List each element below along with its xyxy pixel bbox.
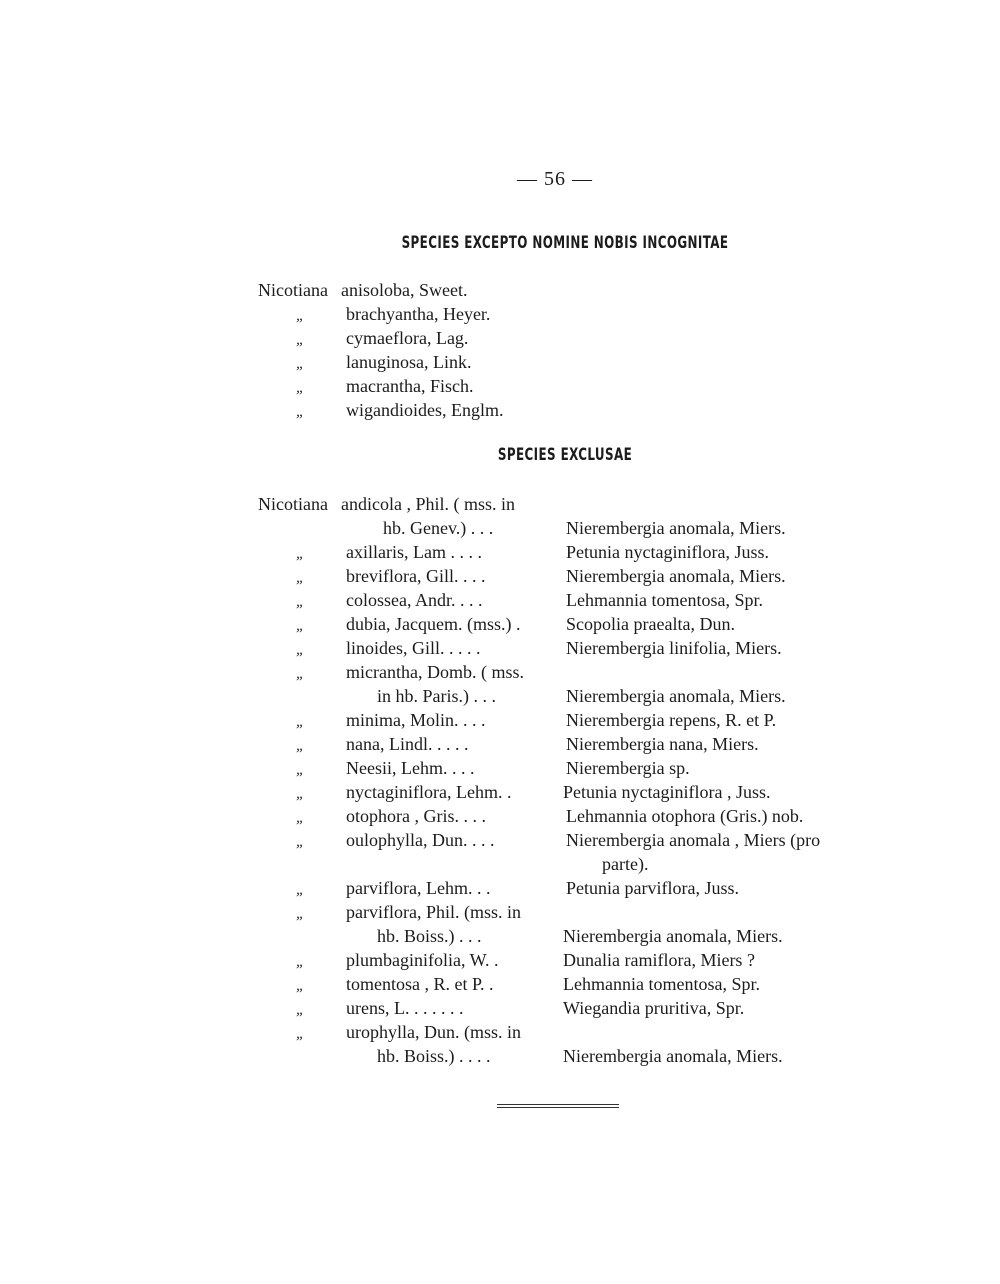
ditto-mark: „: [296, 906, 305, 922]
species-name: otophora , Gris. . . .: [346, 806, 486, 826]
synonym: Petunia nyctaginiflora , Juss.: [563, 782, 771, 802]
synonym: Scopolia praealta, Dun.: [566, 614, 735, 634]
species-name: dubia, Jacquem. (mss.) .: [346, 614, 521, 634]
species-name: andicola , Phil. ( mss. in: [341, 494, 515, 514]
species-name: parviflora, Lehm. . .: [346, 878, 491, 898]
species-name: macrantha, Fisch.: [346, 376, 474, 396]
ditto-mark: „: [296, 810, 305, 826]
ditto-mark: „: [296, 546, 305, 562]
ditto-mark: „: [296, 594, 305, 610]
species-name: minima, Molin. . . .: [346, 710, 486, 730]
genus-label: Nicotiana: [258, 494, 328, 514]
synonym: Dunalia ramiflora, Miers ?: [563, 950, 755, 970]
ditto-mark: „: [296, 882, 305, 898]
synonym: Nierembergia anomala, Miers.: [563, 1046, 783, 1066]
synonym: Lehmannia tomentosa, Spr.: [566, 590, 763, 610]
species-name: parviflora, Phil. (mss. in: [346, 902, 521, 922]
species-name: brachyantha, Heyer.: [346, 304, 491, 324]
species-name: axillaris, Lam . . . .: [346, 542, 482, 562]
closing-rule: [497, 1104, 619, 1108]
synonym: Nierembergia repens, R. et P.: [566, 710, 777, 730]
ditto-mark: „: [296, 954, 305, 970]
species-name-continued: hb. Genev.) . . .: [383, 518, 494, 538]
section-heading-incognitae: SPECIES EXCEPTO NOMINE NOBIS INCOGNITAE: [401, 233, 729, 253]
species-name: urens, L. . . . . . .: [346, 998, 464, 1018]
synonym: Nierembergia anomala, Miers.: [563, 926, 783, 946]
species-name: cymaeflora, Lag.: [346, 328, 469, 348]
synonym: Nierembergia nana, Miers.: [566, 734, 759, 754]
ditto-mark: „: [296, 356, 305, 372]
synonym-continued: parte).: [602, 854, 649, 874]
synonym: Lehmannia otophora (Gris.) nob.: [566, 806, 804, 826]
ditto-mark: „: [296, 666, 305, 682]
synonym: Nierembergia anomala, Miers.: [566, 566, 786, 586]
synonym: Nierembergia linifolia, Miers.: [566, 638, 782, 658]
section-heading-exclusae: SPECIES EXCLUSAE: [497, 445, 633, 465]
ditto-mark: „: [296, 762, 305, 778]
species-name: wigandioides, Englm.: [346, 400, 504, 420]
genus-label: Nicotiana: [258, 280, 328, 300]
species-name: oulophylla, Dun. . . .: [346, 830, 495, 850]
ditto-mark: „: [296, 714, 305, 730]
ditto-mark: „: [296, 618, 305, 634]
synonym: Nierembergia anomala, Miers.: [566, 518, 786, 538]
species-name: tomentosa , R. et P. .: [346, 974, 494, 994]
species-name-continued: hb. Boiss.) . . .: [377, 926, 482, 946]
species-name: micrantha, Domb. ( mss.: [346, 662, 524, 682]
synonym: Nierembergia anomala, Miers.: [566, 686, 786, 706]
ditto-mark: „: [296, 332, 305, 348]
species-name: anisoloba, Sweet.: [341, 280, 468, 300]
species-name: linoides, Gill. . . . .: [346, 638, 481, 658]
species-name: lanuginosa, Link.: [346, 352, 472, 372]
ditto-mark: „: [296, 380, 305, 396]
ditto-mark: „: [296, 978, 305, 994]
species-name: breviflora, Gill. . . .: [346, 566, 486, 586]
species-name: urophylla, Dun. (mss. in: [346, 1022, 521, 1042]
ditto-mark: „: [296, 308, 305, 324]
ditto-mark: „: [296, 642, 305, 658]
synonym: Petunia nyctaginiflora, Juss.: [566, 542, 769, 562]
species-name: Neesii, Lehm. . . .: [346, 758, 475, 778]
synonym: Wiegandia pruritiva, Spr.: [563, 998, 745, 1018]
synonym: Petunia parviflora, Juss.: [566, 878, 739, 898]
species-name-continued: in hb. Paris.) . . .: [377, 686, 496, 706]
synonym: Lehmannia tomentosa, Spr.: [563, 974, 760, 994]
ditto-mark: „: [296, 786, 305, 802]
ditto-mark: „: [296, 834, 305, 850]
ditto-mark: „: [296, 570, 305, 586]
ditto-mark: „: [296, 738, 305, 754]
ditto-mark: „: [296, 404, 305, 420]
page-number: — 56 —: [517, 168, 593, 190]
species-name-continued: hb. Boiss.) . . . .: [377, 1046, 491, 1066]
synonym: Nierembergia anomala , Miers (pro: [566, 830, 821, 850]
synonym: Nierembergia sp.: [566, 758, 690, 778]
species-name: nana, Lindl. . . . .: [346, 734, 469, 754]
species-name: plumbaginifolia, W. .: [346, 950, 499, 970]
species-name: colossea, Andr. . . .: [346, 590, 483, 610]
ditto-mark: „: [296, 1002, 305, 1018]
species-name: nyctaginiflora, Lehm. .: [346, 782, 512, 802]
ditto-mark: „: [296, 1026, 305, 1042]
